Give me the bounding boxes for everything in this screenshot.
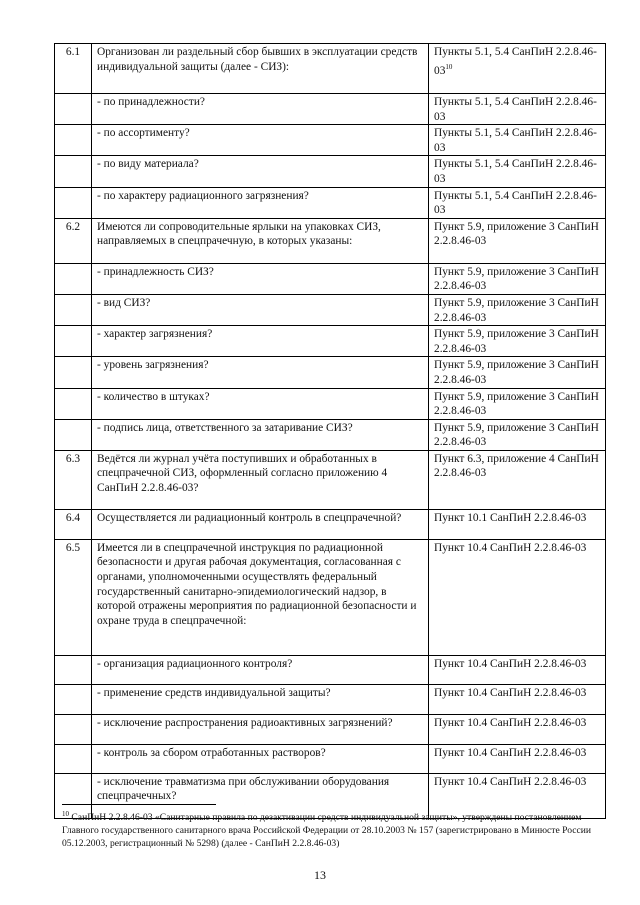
reference-cell: [429, 294, 606, 325]
question-text: Имеется ли в спецпрачечной инструкция по радиационной безопасности и другая рабочая документация, согласованная с органами, уполномоченными осуществлять федеральный государственный санитарно-эпидемиологический надзор, в которой отражены мероприятия по радиационной безопасности и охране труда в спецпрачечной:: [92, 539, 429, 655]
table-row: [55, 156, 606, 187]
question-text: - применение средств индивидуальной защиты?: [92, 684, 429, 714]
reference-text: Пункт 5.9, приложение 3 СанПиН 2.2.8.46-03: [434, 296, 599, 324]
reference-text: Пункты 5.1, 5.4 СанПиН 2.2.8.46-03: [434, 127, 597, 154]
item-number: [55, 388, 92, 419]
question-text: - организация радиационного контроля?: [92, 655, 429, 684]
reference-cell: [429, 450, 606, 509]
reference-text: Пункт 6.3, приложение 4 СанПиН 2.2.8.46-03: [434, 452, 599, 480]
reference-text: Пункты 5.1, 5.4 СанПиН 2.2.8.46-03: [434, 189, 597, 217]
table-row: [55, 388, 606, 419]
reference-text: Пункт 10.1 СанПиН 2.2.8.46-03: [434, 511, 587, 524]
reference-cell: [429, 509, 606, 539]
reference-text: Пункт 10.4 СанПиН 2.2.8.46-03: [434, 541, 587, 554]
item-number: [55, 187, 92, 218]
reference-text: Пункт 10.4 СанПиН 2.2.8.46-03: [434, 775, 587, 788]
table-row: [55, 218, 606, 263]
table-row: [55, 655, 606, 684]
question-text: Организован ли раздельный сбор бывших в эксплуатации средств индивидуальной защиты (далее - СИЗ):: [92, 44, 429, 94]
item-number: 6.1: [55, 44, 92, 94]
question-text: Осуществляется ли радиационный контроль в спецпрачечной?: [92, 509, 429, 539]
reference-cell: [429, 714, 606, 744]
question-text: - количество в штуках?: [92, 388, 429, 419]
reference-cell: [429, 388, 606, 419]
table-row: [55, 539, 606, 655]
table-row: [55, 419, 606, 450]
item-number: [55, 714, 92, 744]
footnote-marker: 10: [62, 810, 69, 818]
reference-cell: [429, 44, 606, 94]
reference-text: Пункт 10.4 СанПиН 2.2.8.46-03: [434, 716, 587, 729]
question-text: - уровень загрязнения?: [92, 357, 429, 388]
item-number: [55, 357, 92, 388]
item-number: [55, 419, 92, 450]
table-row: [55, 326, 606, 357]
question-text: Ведётся ли журнал учёта поступивших и обработанных в спецпрачечной СИЗ, оформленный согласно приложению 4 СанПиН 2.2.8.46-03?: [92, 450, 429, 509]
table-row: [55, 44, 606, 94]
table-row: [55, 125, 606, 156]
question-text: - контроль за сбором отработанных растворов?: [92, 744, 429, 773]
table-row: [55, 684, 606, 714]
checklist-body: [55, 44, 606, 819]
question-text: - исключение распространения радиоактивных загрязнений?: [92, 714, 429, 744]
reference-cell: [429, 357, 606, 388]
reference-text: Пункты 5.1, 5.4 СанПиН 2.2.8.46-03: [434, 158, 597, 185]
question-text: - по характеру радиационного загрязнения?: [92, 187, 429, 218]
reference-text: Пункты 5.1, 5.4 СанПиН 2.2.8.46-03: [434, 46, 597, 77]
question-text: - подпись лица, ответственного за затаривание СИЗ?: [92, 419, 429, 450]
footnote: [62, 808, 602, 851]
reference-cell: [429, 156, 606, 187]
table-row: [55, 94, 606, 125]
footnote-ref: 10: [445, 62, 453, 71]
reference-cell: [429, 326, 606, 357]
reference-text: Пункт 10.4 СанПиН 2.2.8.46-03: [434, 746, 587, 759]
reference-text: Пункт 10.4 СанПиН 2.2.8.46-03: [434, 686, 587, 699]
item-number: [55, 156, 92, 187]
reference-text: Пункты 5.1, 5.4 СанПиН 2.2.8.46-03: [434, 96, 597, 123]
reference-cell: [429, 187, 606, 218]
table-row: [55, 450, 606, 509]
question-text: - по ассортименту?: [92, 125, 429, 156]
item-number: [55, 326, 92, 357]
item-number: [55, 655, 92, 684]
item-number: [55, 125, 92, 156]
reference-cell: [429, 655, 606, 684]
checklist-table: [54, 43, 606, 819]
footnote-text: СанПиН 2.2.8.46-03 «Санитарные правила по дезактивации средств индивидуальной защиты», утверждены постановлением Главного государственного санитарного врача Российской Федерации от 28.10.2003 № 157 (зарегистрировано в Минюсте России 05.12.2003, регистрационный № 5298) (далее - СанПиН 2.2.8.46-03): [62, 812, 592, 849]
reference-text: Пункт 5.9, приложение 3 СанПиН 2.2.8.46-03: [434, 421, 599, 449]
reference-cell: [429, 94, 606, 125]
item-number: [55, 294, 92, 325]
reference-cell: [429, 419, 606, 450]
reference-cell: [429, 125, 606, 156]
question-text: - по принадлежности?: [92, 94, 429, 125]
question-text: - вид СИЗ?: [92, 294, 429, 325]
item-number: [55, 684, 92, 714]
reference-text: Пункт 5.9, приложение 3 СанПиН 2.2.8.46-03: [434, 220, 599, 248]
reference-cell: [429, 263, 606, 294]
reference-cell: [429, 218, 606, 263]
item-number: [55, 744, 92, 773]
item-number: [55, 94, 92, 125]
question-text: - по виду материала?: [92, 156, 429, 187]
question-text: Имеются ли сопроводительные ярлыки на упаковках СИЗ, направляемых в спецпрачечную, в которых указаны:: [92, 218, 429, 263]
reference-text: Пункт 10.4 СанПиН 2.2.8.46-03: [434, 657, 587, 670]
table-row: [55, 509, 606, 539]
reference-cell: [429, 684, 606, 714]
item-number: 6.4: [55, 509, 92, 539]
question-text: - исключение травматизма при обслуживании оборудования спецпрачечных?: [92, 773, 429, 818]
table-row: [55, 187, 606, 218]
reference-cell: [429, 539, 606, 655]
reference-text: Пункт 5.9, приложение 3 СанПиН 2.2.8.46-03: [434, 265, 599, 293]
item-number: 6.2: [55, 218, 92, 263]
page-number: 13: [314, 868, 326, 882]
reference-text: Пункт 5.9, приложение 3 СанПиН 2.2.8.46-03: [434, 328, 599, 355]
table-row: [55, 294, 606, 325]
footnote-rule: [62, 804, 216, 805]
table-row: [55, 263, 606, 294]
question-text: - принадлежность СИЗ?: [92, 263, 429, 294]
item-number: [55, 263, 92, 294]
table-row: [55, 714, 606, 744]
item-number: 6.5: [55, 539, 92, 655]
question-text: - характер загрязнения?: [92, 326, 429, 357]
reference-text: Пункт 5.9, приложение 3 СанПиН 2.2.8.46-03: [434, 390, 599, 418]
reference-cell: [429, 744, 606, 773]
table-row: [55, 744, 606, 773]
item-number: 6.3: [55, 450, 92, 509]
reference-text: Пункт 5.9, приложение 3 СанПиН 2.2.8.46-03: [434, 359, 599, 386]
table-row: [55, 357, 606, 388]
